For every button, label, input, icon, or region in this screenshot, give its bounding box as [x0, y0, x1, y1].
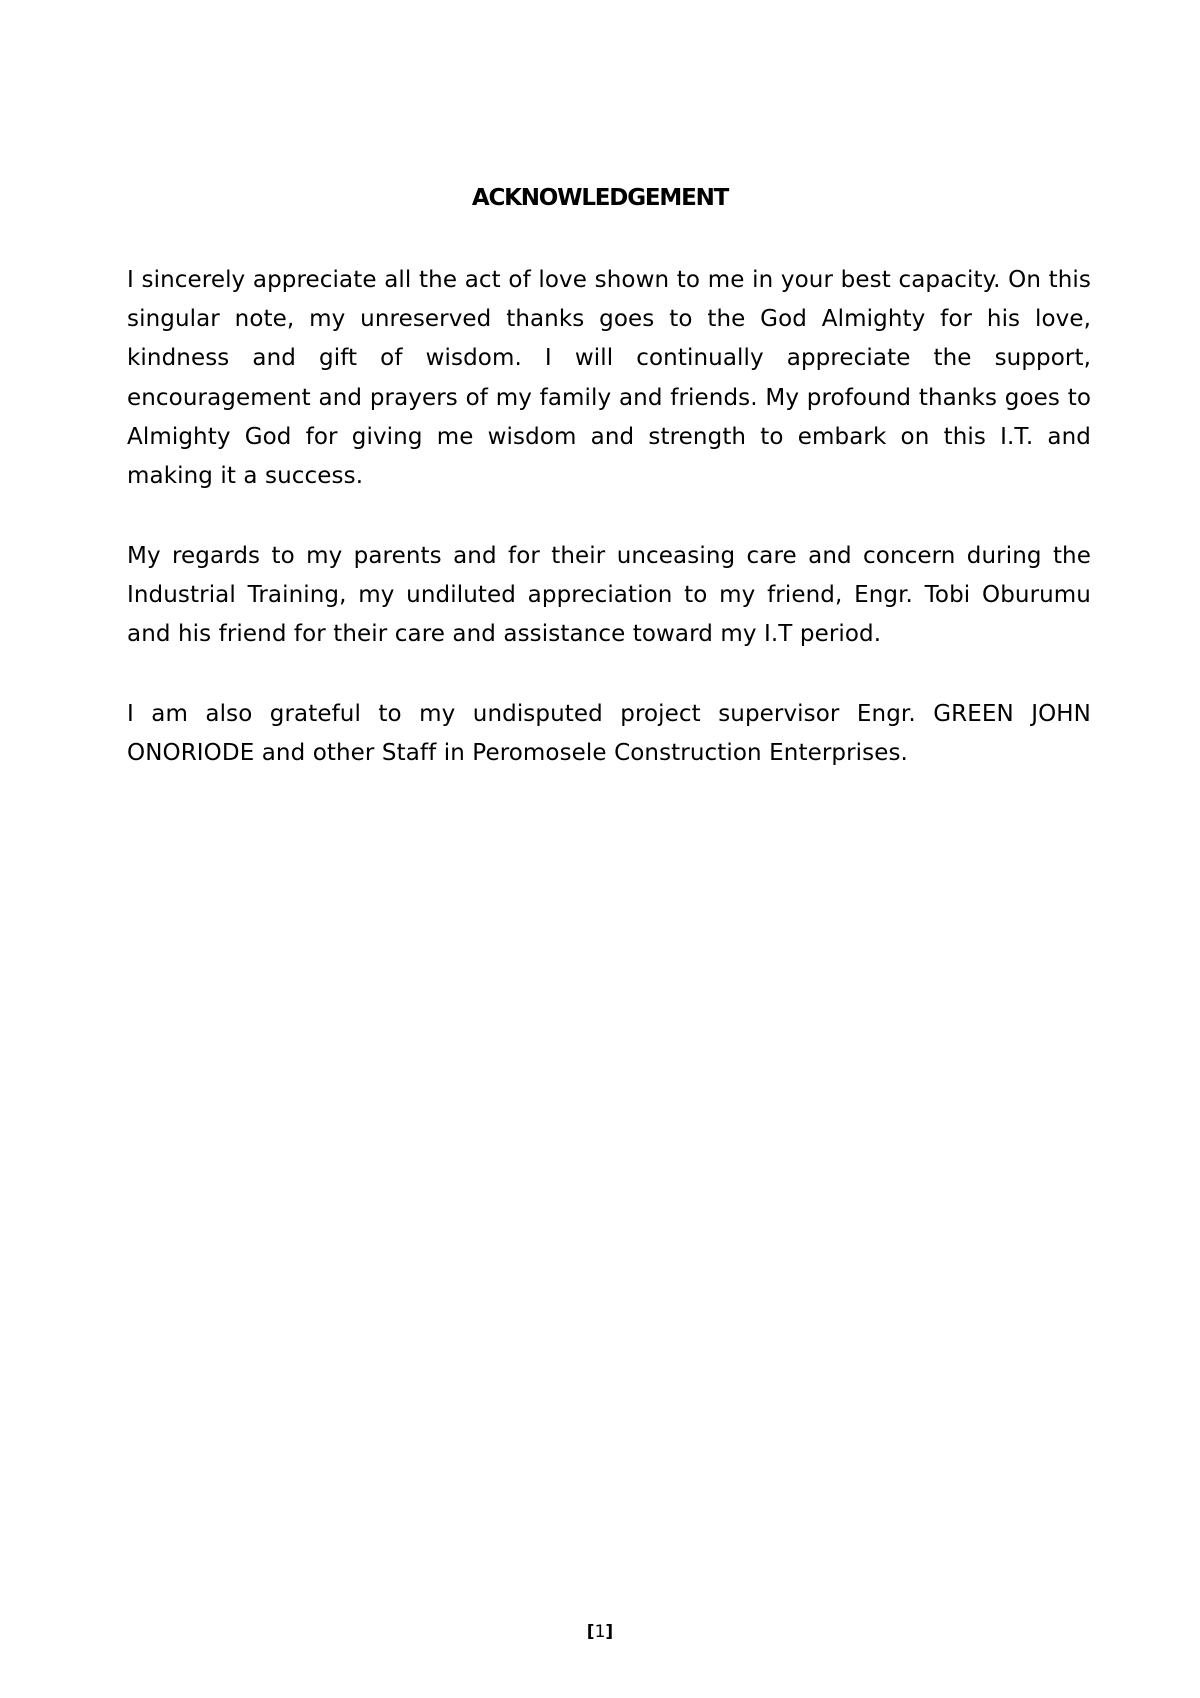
paragraph-gratitude: I sincerely appreciate all the act of love shown to me in your best capacity. On this singular note, my unreserved thanks goes to the God Almighty for his love, kindness and gift of wisdom. I will continually appreciate the support, encouragement and prayers of my family and friends. My profound thanks goes to Almighty God for giving me wisdom and strength to embark on this I.T. and making it a success.: [127, 267, 1091, 490]
page-number-close-bracket: ]: [605, 1622, 614, 1642]
page-number: [0, 1621, 1200, 1643]
paragraph-supervisor: I am also grateful to my undisputed project supervisor Engr. GREEN JOHN ONORIODE and other Staff in Peromosele Construction Enterprises.: [127, 701, 1091, 767]
page-title: ACKNOWLEDGEMENT: [471, 185, 729, 211]
paragraph-regards: My regards to my parents and for their unceasing care and concern during the Industrial Training, my undiluted appreciation to my friend, Engr. Tobi Oburumu and his friend for their care and assistance toward my I.T period.: [127, 543, 1091, 648]
page-number-value: 1: [594, 1622, 606, 1642]
page-number-open-bracket: [: [586, 1622, 595, 1642]
